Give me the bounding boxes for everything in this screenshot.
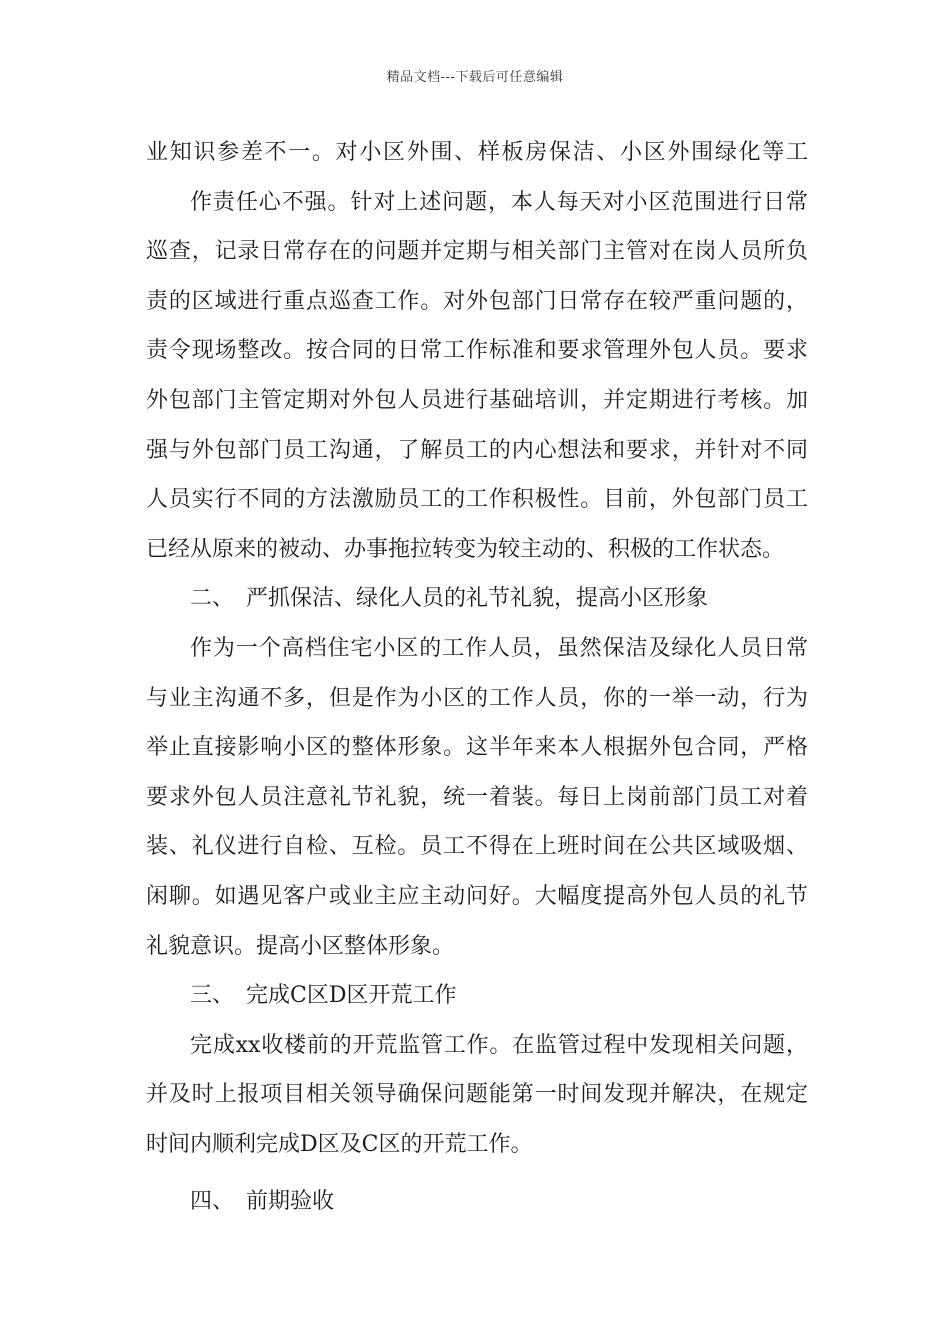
paragraph-line: 完成xx收楼前的开荒监管工作。在监管过程中发现相关问题， <box>190 1032 808 1058</box>
page-header: 精品文档---下载后可任意编辑 <box>386 70 564 85</box>
paragraph-line: 并及时上报项目相关领导确保问题能第一时间发现并解决，在规定 <box>146 1082 808 1108</box>
paragraph-line: 外包部门主管定期对外包人员进行基础培训，并定期进行考核。加 <box>146 387 808 413</box>
paragraph-line: 装、礼仪进行自检、互检。员工不得在上班时间在公共区域吸烟、 <box>146 834 808 860</box>
paragraph-line: 巡查，记录日常存在的问题并定期与相关部门主管对在岗人员所负 <box>146 239 808 265</box>
paragraph-line: 时间内顺利完成D区及C区的开荒工作。 <box>146 1131 533 1157</box>
paragraph-line: 作为一个高档住宅小区的工作人员，虽然保洁及绿化人员日常 <box>190 635 808 661</box>
document-body <box>146 128 808 1227</box>
section-heading-4 <box>146 1177 808 1227</box>
section-title: 前期验收 <box>246 1189 335 1215</box>
paragraph-line: 业知识参差不一。对小区外围、样板房保洁、小区外围绿化等工 <box>146 140 808 165</box>
section-number: 三、 <box>190 983 235 1009</box>
paragraph-line: 与业主沟通不多，但是作为小区的工作人员，你的一举一动，行为 <box>146 685 808 711</box>
section-heading-2 <box>146 574 808 624</box>
paragraph-line: 闲聊。如遇见客户或业主应主动问好。大幅度提高外包人员的礼节 <box>146 883 808 909</box>
paragraph-line: 礼貌意识。提高小区整体形象。 <box>146 933 455 959</box>
paragraph-line: 作责任心不强。针对上述问题，本人每天对小区范围进行日常 <box>190 189 808 215</box>
section-title: 完成C区D区开荒工作 <box>246 983 457 1009</box>
paragraph-line: 强与外包部门员工沟通，了解员工的内心想法和要求，并针对不同 <box>146 437 808 463</box>
paragraph-line: 已经从原来的被动、办事拖拉转变为较主动的、积极的工作状态。 <box>146 536 785 562</box>
paragraph-line: 责的区域进行重点巡查工作。对外包部门日常存在较严重问题的， <box>146 288 808 314</box>
paragraph-line: 责令现场整改。按合同的日常工作标准和要求管理外包人员。要求 <box>146 338 808 364</box>
section-number: 二、 <box>190 586 235 612</box>
section-title: 严抓保洁、绿化人员的礼节礼貌，提高小区形象 <box>246 586 709 612</box>
paragraph-line: 举止直接影响小区的整体形象。这半年来本人根据外包合同，严格 <box>146 735 808 761</box>
paragraph-line: 人员实行不同的方法激励员工的工作积极性。目前，外包部门员工 <box>146 487 808 513</box>
section-number: 四、 <box>190 1189 235 1215</box>
paragraph-line: 要求外包人员注意礼节礼貌，统一着装。每日上岗前部门员工对着 <box>146 784 808 810</box>
section-heading-3 <box>146 971 808 1021</box>
spacer <box>146 1169 808 1177</box>
